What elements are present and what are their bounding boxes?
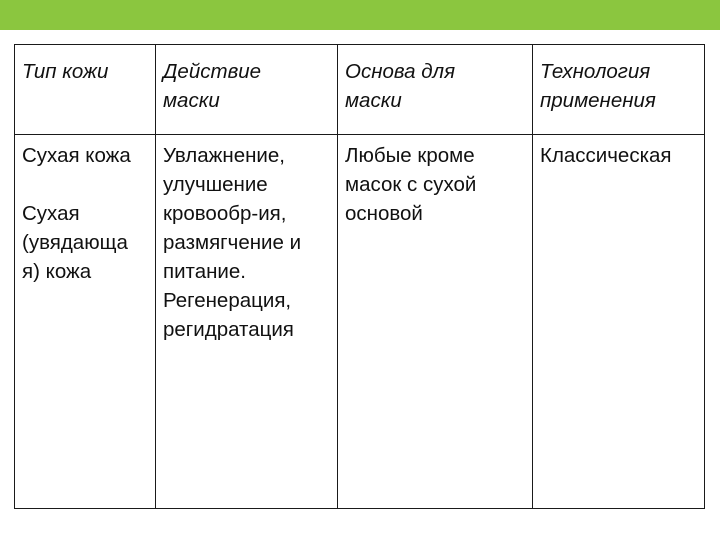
header-mask-action: [156, 45, 338, 135]
skin-mask-table: [14, 44, 705, 509]
header-line: маски: [345, 89, 402, 112]
header-line: Тип кожи: [22, 60, 109, 83]
header-skin-type: [15, 45, 156, 135]
header-row: [15, 45, 705, 135]
cell-line: (увядающа: [22, 231, 128, 254]
cell-mask-base: [338, 135, 533, 509]
header-line: применения: [540, 89, 656, 112]
cell-line: питание.: [163, 260, 246, 283]
header-line: маски: [163, 89, 220, 112]
cell-line: масок с сухой: [345, 173, 477, 196]
cell-line: кровообр-ия,: [163, 202, 287, 225]
cell-line: улучшение: [163, 173, 268, 196]
top-accent-bar: [0, 0, 720, 30]
table-row: [15, 135, 705, 509]
header-line: Действие: [163, 60, 262, 83]
cell-line: основой: [345, 202, 423, 225]
cell-line: Любые кроме: [345, 144, 475, 167]
cell-line: регидратация: [163, 318, 294, 341]
cell-line: Регенерация,: [163, 289, 292, 312]
cell-line: Классическая: [540, 144, 672, 167]
cell-skin-type: [15, 135, 156, 509]
header-line: Технология: [540, 60, 651, 83]
cell-line: размягчение и: [163, 231, 302, 254]
line-gap: [22, 170, 151, 199]
cell-technology: [533, 135, 705, 509]
cell-line: я) кожа: [22, 260, 92, 283]
cell-mask-action: [156, 135, 338, 509]
cell-line: Сухая кожа: [22, 144, 131, 167]
header-line: Основа для: [345, 60, 456, 83]
header-technology: [533, 45, 705, 135]
header-mask-base: [338, 45, 533, 135]
cell-line: Увлажнение,: [163, 144, 285, 167]
cell-line: Сухая: [22, 202, 80, 225]
